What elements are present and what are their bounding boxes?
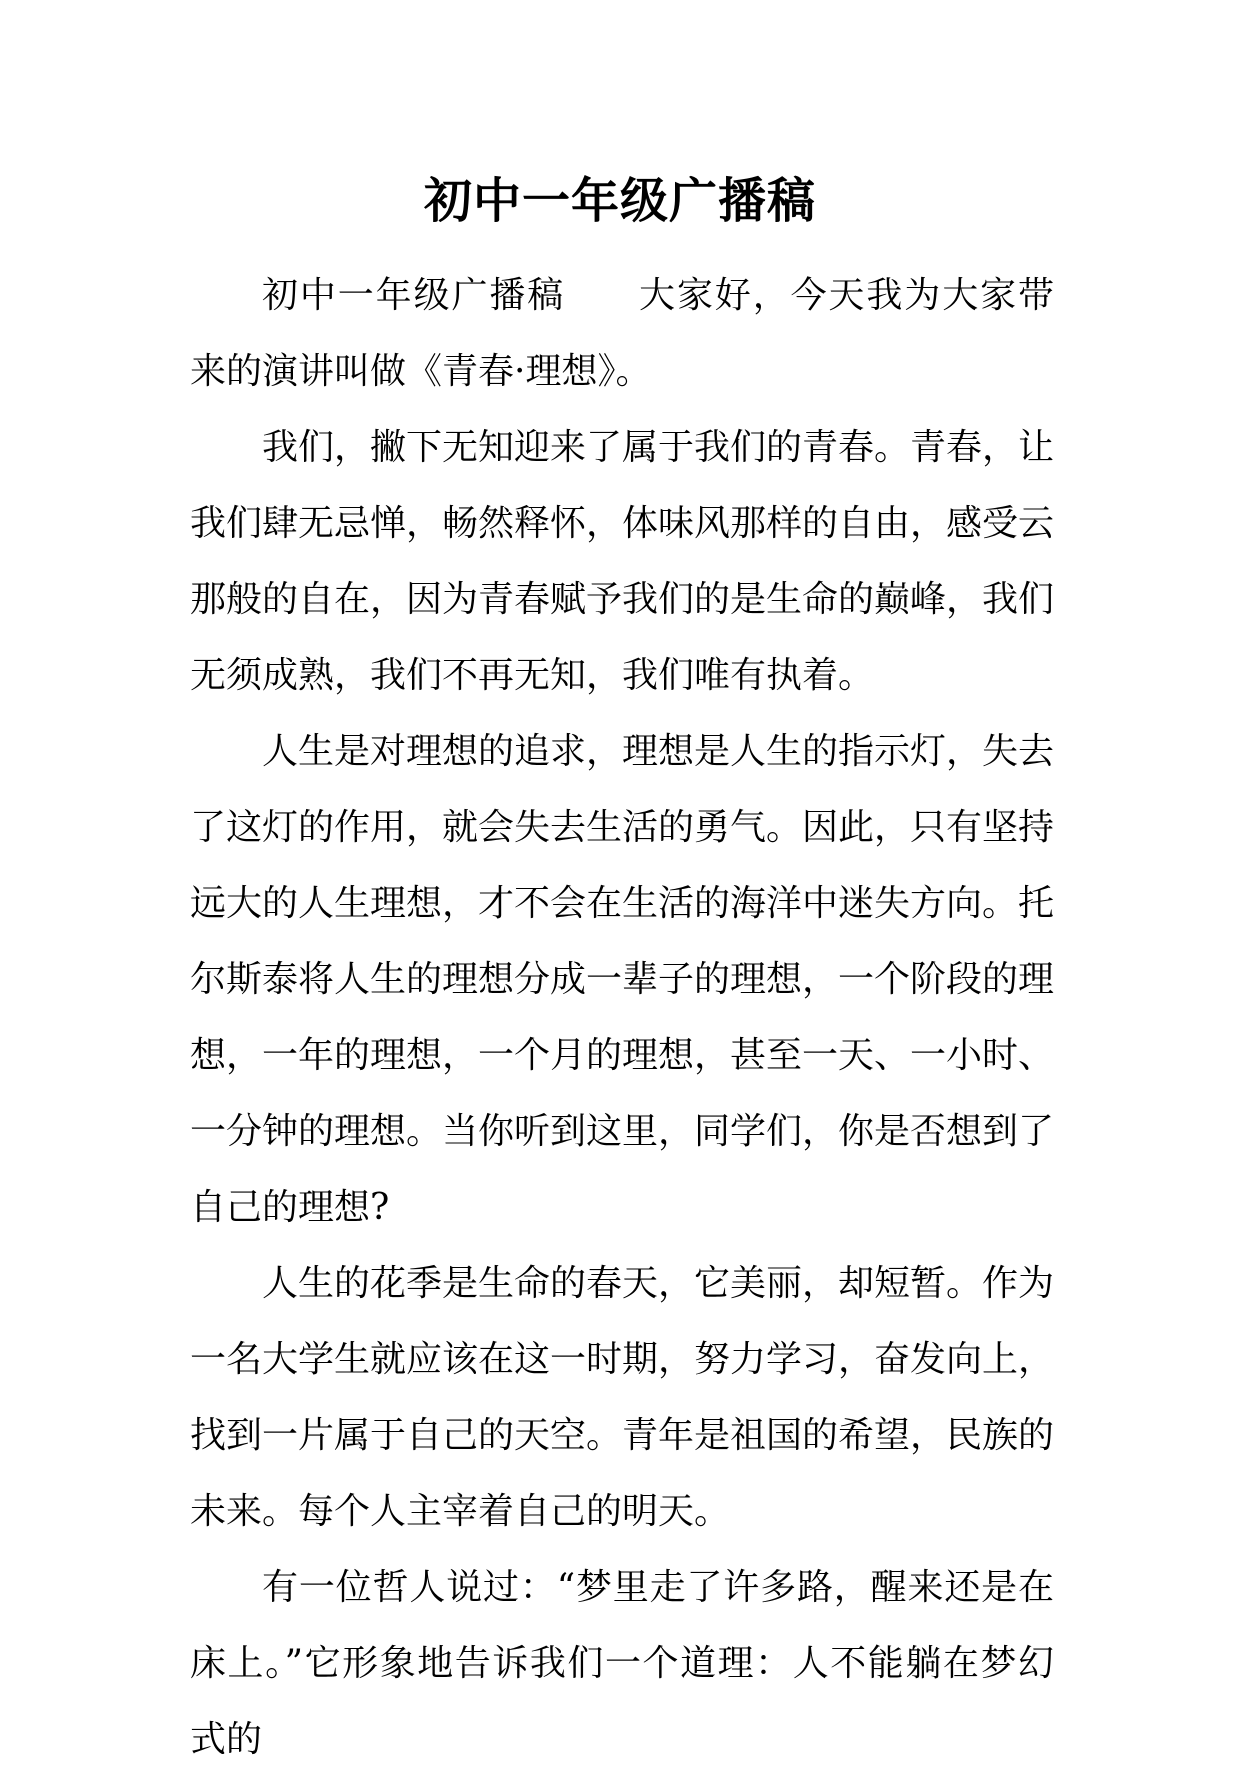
document-title: 初中一年级广播稿 <box>423 173 816 229</box>
intro-heading: 初中一年级广播稿 <box>262 275 566 316</box>
paragraph-philosopher: 有一位哲人说过：“梦里走了许多路，醒来还是在床上。”它形象地告诉我们一个道理：人不能躺在梦幻式的 <box>190 1567 1054 1760</box>
intro-text: 大家好，今天我为大家带来的演讲叫做《青春·理想》。 <box>190 275 1054 392</box>
paragraph-youth: 我们，撇下无知迎来了属于我们的青春。青春，让我们肆无忌惮，畅然释怀，体味风那样的自由，感受云那般的自在，因为青春赋予我们的是生命的巅峰，我们无须成熟，我们不再无知，我们唯有执着。 <box>190 427 1055 696</box>
intro-paragraph <box>190 258 1054 410</box>
paragraph-flower-season: 人生的花季是生命的春天，它美丽，却短暂。作为一名大学生就应该在这一时期，努力学习，奋发向上，找到一片属于自己的天空。青年是祖国的希望，民族的未来。每个人主宰着自己的明天。 <box>190 1263 1055 1532</box>
document-body <box>190 258 1054 1778</box>
paragraph-ideals: 人生是对理想的追求，理想是人生的指示灯，失去了这灯的作用，就会失去生活的勇气。因此，只有坚持远大的人生理想，才不会在生活的海洋中迷失方向。托尔斯泰将人生的理想分成一辈子的理想，一个阶段的理想，一年的理想，一个月的理想，甚至一天、一小时、一分钟的理想。当你听到这里，同学们，你是否想到了自己的理想? <box>190 731 1055 1228</box>
